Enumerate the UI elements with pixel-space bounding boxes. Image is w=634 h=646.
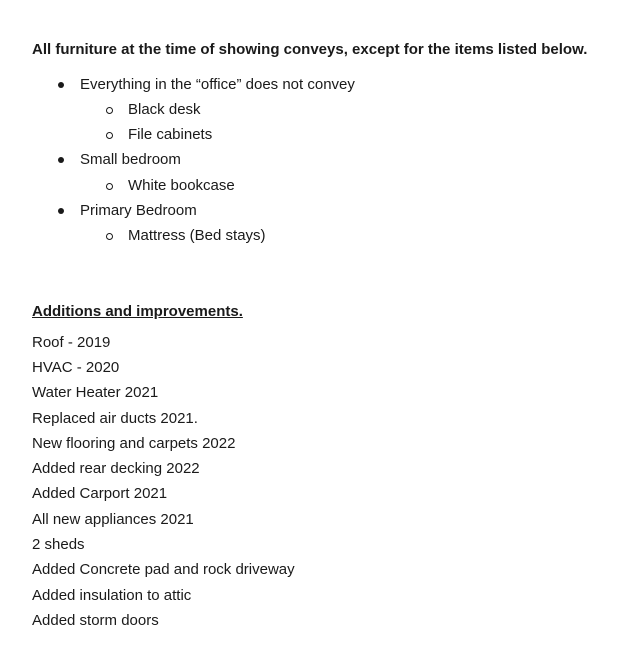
bullet-icon (58, 82, 64, 88)
improvement-item: Added storm doors (32, 612, 159, 629)
bullet-icon (58, 208, 64, 214)
exclusion-item: Small bedroom (80, 151, 181, 168)
improvement-item: HVAC - 2020 (32, 359, 120, 376)
sub-bullet-icon (106, 132, 113, 139)
improvement-item: Water Heater 2021 (32, 384, 159, 401)
improvement-item: Added Concrete pad and rock driveway (32, 561, 295, 578)
exclusion-subitem: Mattress (Bed stays) (128, 227, 266, 244)
improvement-item: Added Carport 2021 (32, 485, 168, 502)
improvement-item: New flooring and carpets 2022 (32, 435, 236, 452)
additions-title: Additions and improvements. (32, 303, 243, 320)
exclusion-subitem: Black desk (128, 101, 201, 118)
improvement-item: Roof - 2019 (32, 334, 111, 351)
improvement-item: All new appliances 2021 (32, 511, 194, 528)
improvement-item: Added insulation to attic (32, 587, 192, 604)
bullet-icon (58, 157, 64, 163)
improvement-item: Added rear decking 2022 (32, 460, 200, 477)
improvement-item: 2 sheds (32, 536, 85, 553)
sub-bullet-icon (106, 183, 113, 190)
exclusion-subitem: File cabinets (128, 126, 213, 143)
improvement-item: Replaced air ducts 2021. (32, 410, 198, 427)
exclusion-item: Everything in the “office” does not convey (80, 76, 355, 93)
document-heading: All furniture at the time of showing conveys, except for the items listed below. (32, 41, 588, 58)
exclusion-item: Primary Bedroom (80, 202, 197, 219)
sub-bullet-icon (106, 107, 113, 114)
sub-bullet-icon (106, 233, 113, 240)
exclusion-subitem: White bookcase (128, 177, 235, 194)
